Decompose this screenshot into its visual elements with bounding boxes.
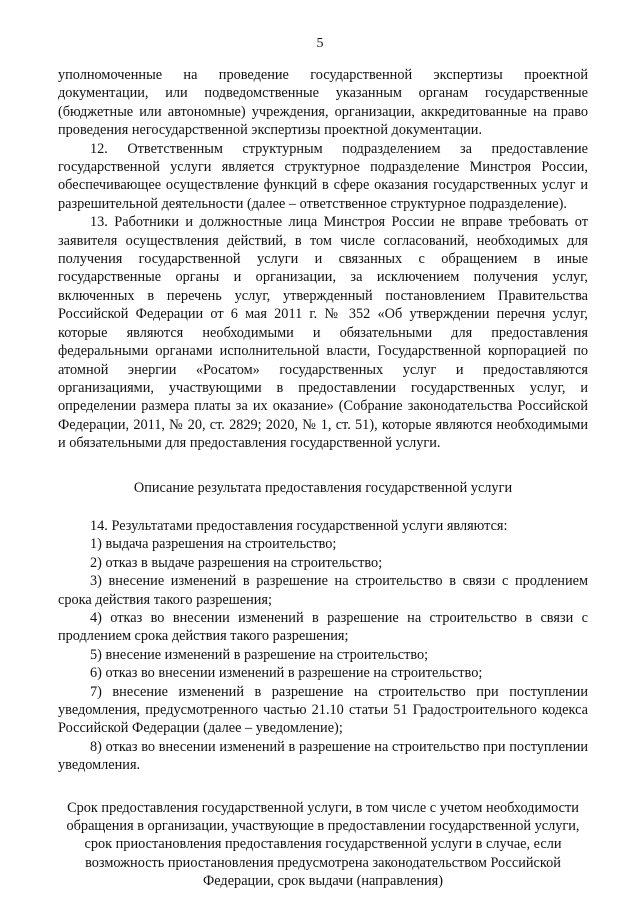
paragraph-continuation: уполномоченные на проведение государственной экспертизы проектной документации, или подведомственные указанным органам государственные (бюджетные или автономные) учреждения, организации, аккредитованные на право проведения негосударственной экспертизы проектной документации.	[58, 67, 588, 139]
section-heading: Описание результата предоставления государственной услуги	[133, 479, 513, 496]
paragraph-13: 13. Работники и должностные лица Минстроя России не вправе требовать от заявителя осуществления действий, в том числе согласований, необходимых для получения государственной услуги и связанных с обращением в иные государственные органы и организации, за исключением получения услуг, включенных в перечень услуг, утвержденный постановлением Правительства Российской Федерации от 6 мая 2011 г. № 352 «Об утверждении перечня услуг, которые являются необходимыми и обязательными для предоставления федеральными органами исполнительной власти, Государственной корпорацией по атомной энергии «Росатом» государственных услуг и предоставляются организациями, участвующими в предоставлении государственных услуг, и определении размера платы за их оказание» (Собрание законодательства Российской Федерации, 2011, № 20, ст. 2829; 2020, № 1, ст. 51), которые являются необходимыми и обязательными для предоставления государственной услуги.	[58, 214, 588, 452]
closing-section-heading: Срок предоставления государственной услуги, в том числе с учетом необходимости обращения в организации, участвующие в предоставлении государственной услуги, срок приостановления предоставления государственной услуги в случае, если возможность приостановления предусмотрена законодательством Российской Федерации, срок выдачи (направления)	[66, 799, 580, 890]
document-body	[58, 66, 588, 891]
result-item-2: 2) отказ в выдаче разрешения на строительство;	[90, 554, 383, 571]
result-item-6: 6) отказ во внесении изменений в разрешение на строительство;	[90, 665, 483, 682]
result-item-5: 5) внесение изменений в разрешение на строительство;	[90, 646, 429, 663]
result-item-1: 1) выдача разрешения на строительство;	[90, 536, 337, 553]
result-item-8: 8) отказ во внесении изменений в разрешение на строительство при поступлении уведомления.	[58, 738, 588, 774]
result-item-4: 4) отказ во внесении изменений в разрешение на строительство в связи с продлением срока действия такого разрешения;	[58, 609, 588, 645]
page-number: 5	[316, 36, 324, 51]
result-item-7: 7) внесение изменений в разрешение на строительство при поступлении уведомления, предусмотренного частью 21.10 статьи 51 Градостроительного кодекса Российской Федерации (далее – уведомление);	[58, 683, 588, 737]
paragraph-14-intro: 14. Результатами предоставления государственной услуги являются:	[90, 517, 508, 534]
paragraph-12: 12. Ответственным структурным подразделением за предоставление государственной услуги является структурное подразделение Минстроя России, обеспечивающее осуществление функций в сфере оказания государственных услуг и разрешительной деятельности (далее – ответственное структурное подразделение).	[58, 140, 588, 212]
result-item-3: 3) внесение изменений в разрешение на строительство в связи с продлением срока действия такого разрешения;	[58, 573, 588, 608]
